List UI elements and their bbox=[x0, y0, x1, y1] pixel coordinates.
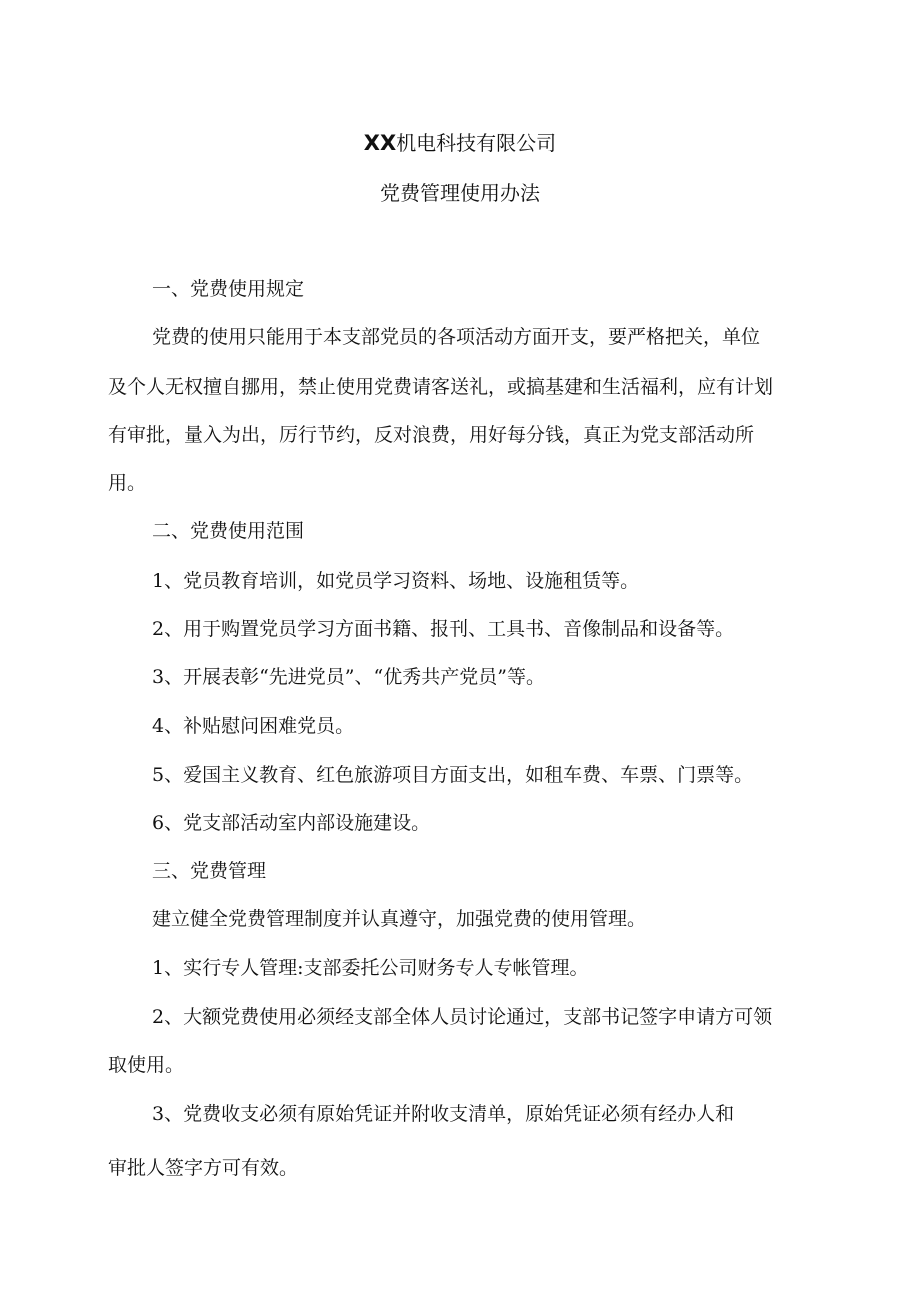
paragraph-line: 及个人无权擅自挪用，禁止使用党费请客送礼，或搞基建和生活福利，应有计划 bbox=[108, 376, 774, 398]
list-item-continuation: 审批人签字方可有效。 bbox=[108, 1157, 299, 1179]
list-item-continuation: 取使用。 bbox=[108, 1054, 185, 1076]
company-name bbox=[0, 130, 920, 156]
company-name-text: 机电科技有限公司 bbox=[396, 131, 557, 155]
section-1-heading: 一、党费使用规定 bbox=[152, 278, 305, 300]
list-item: 4、补贴慰问困难党员。 bbox=[152, 715, 355, 737]
paragraph-line: 有审批，量入为出，厉行节约，反对浪费，用好每分钱，真正为党支部活动所 bbox=[108, 424, 755, 446]
section-2-heading: 二、党费使用范围 bbox=[152, 520, 305, 542]
list-item: 3、开展表彰“先进党员”、“优秀共产党员”等。 bbox=[152, 666, 545, 688]
list-item: 6、党支部活动室内部设施建设。 bbox=[152, 812, 431, 834]
list-item: 2、用于购置党员学习方面书籍、报刊、工具书、音像制品和设备等。 bbox=[152, 618, 735, 640]
list-item: 1、实行专人管理:支部委托公司财务专人专帐管理。 bbox=[152, 957, 589, 979]
paragraph-line: 用。 bbox=[108, 472, 147, 494]
document-title: 党费管理使用办法 bbox=[380, 181, 540, 205]
list-item: 2、大额党费使用必须经支部全体人员讨论通过，支部书记签字申请方可领 bbox=[152, 1006, 773, 1028]
list-item: 3、党费收支必须有原始凭证并附收支清单，原始凭证必须有经办人和 bbox=[152, 1103, 735, 1125]
list-item: 1、党员教育培训，如党员学习资料、场地、设施租赁等。 bbox=[152, 570, 640, 592]
list-item: 5、爱国主义教育、红色旅游项目方面支出，如租车费、车票、门票等。 bbox=[152, 764, 754, 786]
section-3-intro: 建立健全党费管理制度并认真遵守，加强党费的使用管理。 bbox=[152, 908, 647, 930]
company-prefix: XX bbox=[363, 131, 397, 155]
section-3-heading: 三、党费管理 bbox=[152, 860, 267, 882]
paragraph-line: 党费的使用只能用于本支部党员的各项活动方面开支，要严格把关，单位 bbox=[152, 326, 761, 348]
